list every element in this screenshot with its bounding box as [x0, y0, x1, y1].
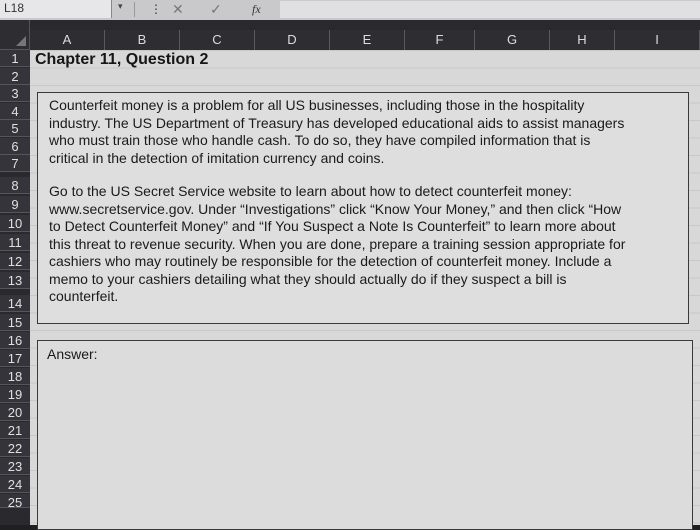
row-header-22[interactable]: 22: [0, 440, 30, 457]
column-header-d[interactable]: D: [255, 30, 330, 50]
select-all-corner[interactable]: [0, 20, 30, 50]
answer-textbox[interactable]: [37, 340, 693, 530]
row-header-20[interactable]: 20: [0, 404, 30, 421]
confirm-edit-icon[interactable]: ✓: [210, 1, 222, 17]
question-paragraph-2: Go to the US Secret Service website to learn about how to detect counterfeit money: www.secretservice.gov. Under “Investigations” click “Know Your Money,” and then click “How to Detect Counterfeit Money” and “If You Suspect a Note Is Counterfeit” to learn more about this threat to revenue security. When you are done, prepare a training session appropriate for cashiers who may routinely be responsible for the detection of counterfeit money. Include a memo to your cashiers detailing what they should actually do if they suspect a bill is counterfeit.: [49, 183, 626, 304]
row-header-25[interactable]: 25: [0, 494, 30, 508]
answer-label: Answer:: [47, 346, 98, 362]
row-header-1[interactable]: 1: [0, 50, 30, 67]
row-header-21[interactable]: 21: [0, 422, 30, 439]
column-header-c[interactable]: C: [180, 30, 255, 50]
row-header-4[interactable]: 4: [0, 103, 30, 120]
row-header-2[interactable]: 2: [0, 68, 30, 85]
cancel-edit-icon[interactable]: ✕: [172, 1, 184, 17]
row-header-18[interactable]: 18: [0, 368, 30, 385]
column-header-f[interactable]: F: [405, 30, 475, 50]
formula-input[interactable]: [280, 1, 700, 18]
worksheet-title[interactable]: Chapter 11, Question 2: [35, 51, 209, 68]
formula-bar-separator: [134, 2, 135, 17]
question-textbox[interactable]: [37, 92, 689, 324]
row-header-6[interactable]: 6: [0, 138, 30, 155]
insert-function-icon[interactable]: fx: [252, 2, 261, 16]
more-options-icon[interactable]: ⋮: [150, 2, 162, 16]
row-header-10[interactable]: 10: [0, 215, 30, 232]
row-header-7[interactable]: 7: [0, 155, 30, 172]
column-header-i[interactable]: I: [615, 30, 700, 50]
spreadsheet-grid: [0, 20, 700, 525]
row-header-13[interactable]: 13: [0, 272, 30, 289]
formula-bar: [0, 0, 700, 21]
row-header-12[interactable]: 12: [0, 253, 30, 270]
row-header-3[interactable]: 3: [0, 85, 30, 102]
row-header-19[interactable]: 19: [0, 386, 30, 403]
row-header-9[interactable]: 9: [0, 196, 30, 213]
row-header-24[interactable]: 24: [0, 476, 30, 493]
row-header-17[interactable]: 17: [0, 350, 30, 367]
row-header-5[interactable]: 5: [0, 120, 30, 137]
column-header-g[interactable]: G: [475, 30, 550, 50]
row-header-15[interactable]: 15: [0, 314, 30, 331]
column-header-b[interactable]: B: [105, 30, 180, 50]
column-header-h[interactable]: H: [550, 30, 615, 50]
name-box-dropdown-icon[interactable]: ▾: [118, 1, 123, 11]
select-all-icon: [16, 36, 26, 46]
row-header-11[interactable]: 11: [0, 234, 30, 251]
name-box[interactable]: L18: [0, 0, 112, 18]
row-header-23[interactable]: 23: [0, 458, 30, 475]
row-header-16[interactable]: 16: [0, 332, 30, 349]
question-paragraph-1: Counterfeit money is a problem for all US businesses, including those in the hospitality industry. The US Department of Treasury has developed educational aids to assist managers who must train those who handle cash. To do so, they have compiled information that is critical in the detection of imitation currency and coins.: [49, 97, 625, 166]
row-header-8[interactable]: 8: [0, 177, 30, 194]
column-header-e[interactable]: E: [330, 30, 405, 50]
row-header-14[interactable]: 14: [0, 295, 30, 312]
column-header-a[interactable]: A: [30, 30, 105, 50]
